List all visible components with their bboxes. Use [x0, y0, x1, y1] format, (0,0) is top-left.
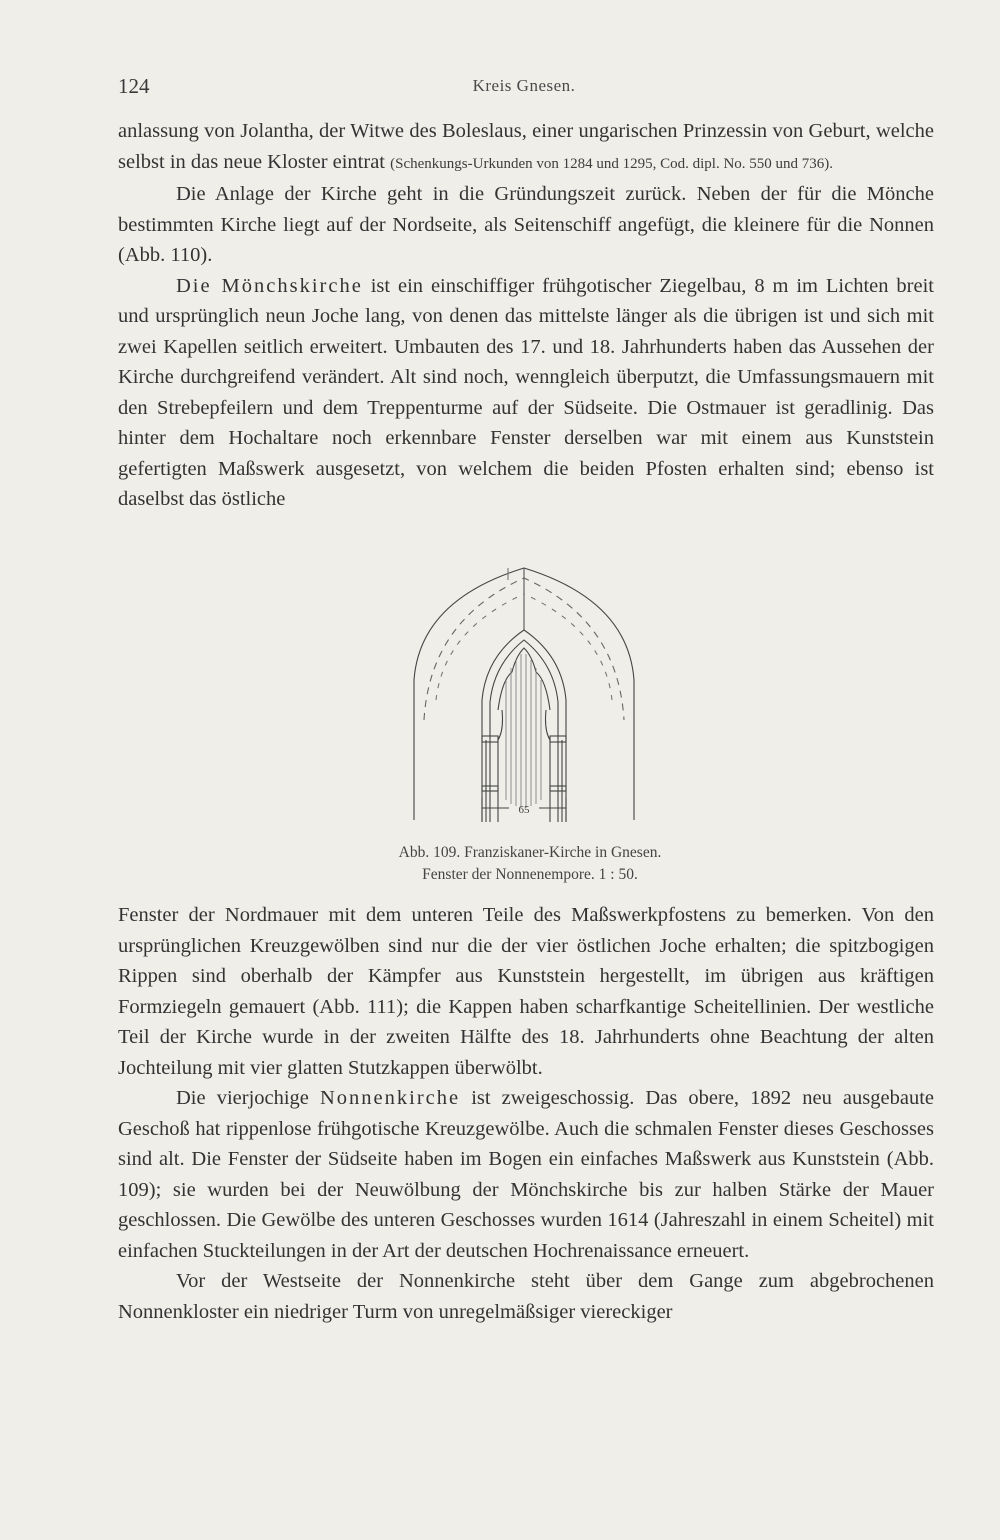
paragraph: [118, 1083, 934, 1266]
dimension-label: 65: [518, 804, 530, 816]
window-frame: [482, 630, 566, 822]
page-header: [118, 72, 930, 104]
paragraph-text: ist zweigeschossig. Das obere, 1892 neu ausgebaute Geschoß hat rippenlose frühgotische Kreuzgewölbe. Auch die schmalen Fenster dieses Geschosses sind alt. Die Fenster der Südseite haben im Bogen ein einfaches Maßswerk aus Kunststein (Abb. 109); sie wurden bei der Neuwölbung der Mönchskirche bis zur halben Stärke der Mauer geschlossen. Die Gewölbe des unteren Geschosses wurden 1614 (Jahreszahl in einem Scheitel) mit einfachen Stuckteilungen in der Art der deutschen Hochrenaissance erneuert.: [118, 1087, 934, 1262]
paragraph: Vor der Westseite der Nonnenkirche steht über dem Gange zum abgebrochenen Nonnenkloster ein niedriger Turm von unregelmäßsiger viereckiger: [118, 1270, 934, 1323]
paragraph: Fenster der Nordmauer mit dem unteren Teile des Maßswerkpfostens zu bemerken. Von den ursprünglichen Kreuzgewölben sind nur die der vier östlichen Joche erhalten; die spitzbogigen Rippen sind oberhalb der Kämpfer aus Kunststein hergestellt, im übrigen aus kräftigen Formziegeln gemauert (Abb. 111); die Kappen haben scharfkantige Scheitellinien. Der westliche Teil der Kirche wurde in der zweiten Hälfte des 18. Jahrhunderts ohne Beachtung der alten Jochteilung mit vier glatten Stutzkappen überwölbt.: [118, 904, 934, 1079]
window-drawing: [390, 560, 660, 840]
caption-line: Abb. 109. Franziskaner-Kirche in Gnesen.: [398, 844, 662, 861]
paragraph-text: Die vierjochige: [176, 1087, 320, 1109]
spaced-term: Die Mönchskirche: [176, 274, 363, 297]
citation: (Schenkungs-Urkunden von 1284 und 1295, Cod. dipl. No. 550 und 736).: [390, 155, 834, 172]
paragraph: Die Anlage der Kirche geht in die Gründungszeit zurück. Neben der für die Mönche bestimmten Kirche liegt auf der Nordseite, als Seitenschiff angefügt, die kleinere für die Nonnen (Abb. 110).: [118, 183, 934, 266]
text-block-top: [118, 116, 934, 515]
paragraph-text: anlassung von Jolantha, der Witwe des Boleslaus, einer ungarischen Prinzessin von Geburt, welche selbst in das neue Kloster eintrat: [118, 120, 934, 173]
running-title: Kreis Gnesen.: [472, 76, 576, 95]
text-block-bottom: [118, 900, 934, 1327]
figure-caption: [300, 842, 760, 886]
caption-line: Fenster der Nonnenempore. 1 : 50.: [422, 866, 638, 883]
paragraph: [118, 271, 934, 515]
paragraph-text: ist ein einschiffiger frühgotischer Ziegelbau, 8 m im Lichten breit und ursprünglich neun Joche lang, von denen das mittelste länger als die übrigen ist und sich mit zwei Kapellen seitlich erweitert. Umbauten des 17. und 18. Jahrhunderts haben das Aussehen der Kirche durchgreifend verändert. Alt sind noch, wenngleich überputzt, die Umfassungsmauern mit den Strebepfeilern und dem Treppenturme auf der Südseite. Die Ostmauer ist geradlinig. Das hinter dem Hochaltare noch erkennbare Fenster derselben war mit einem aus Kunststein gefertigten Maßswerk ausgesetzt, von welchem die beiden Pfosten erhalten sind; ebenso ist daselbst das östliche: [118, 274, 935, 510]
page-number: 124: [118, 74, 150, 98]
paragraph: [118, 116, 934, 179]
spaced-term: Nonnenkirche: [320, 1087, 461, 1109]
